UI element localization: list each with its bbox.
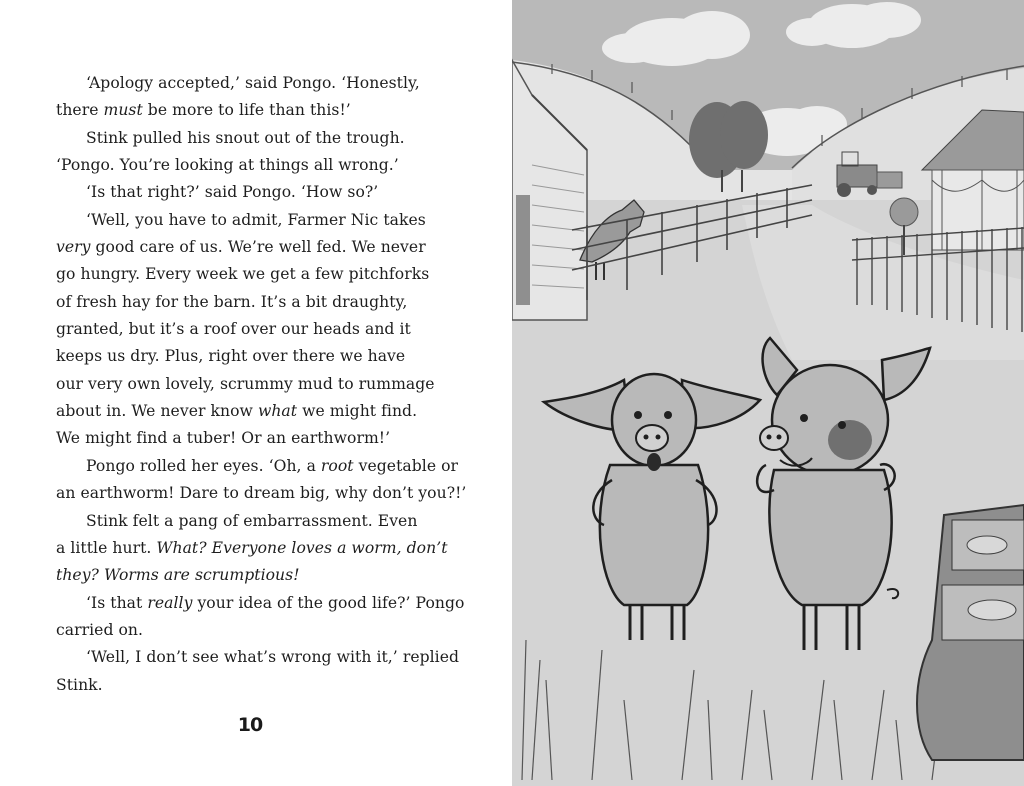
text-segment: Stink pulled his snout out of the trough. <box>86 128 405 147</box>
text-segment: your idea of the good life?’ Pongo <box>192 593 465 612</box>
text-segment: good care of us. We’re well fed. We never <box>90 238 426 257</box>
text-segment: there <box>56 101 104 120</box>
text-segment: Stink. <box>56 675 103 694</box>
text-line <box>56 70 466 97</box>
text-line <box>56 425 466 452</box>
italic-text: really <box>147 593 193 612</box>
text-line <box>56 371 466 398</box>
text-line <box>56 508 466 535</box>
text-segment: ‘Pongo. You’re looking at things all wrong.’ <box>56 156 399 175</box>
text-line <box>56 617 466 644</box>
text-segment: an earthworm! Dare to dream big, why don’t you?!’ <box>56 484 467 503</box>
text-segment: about in. We never know <box>56 402 258 421</box>
text-segment: be more to life than this!’ <box>142 101 351 120</box>
text-segment: Pongo rolled her eyes. ‘Oh, a <box>86 456 321 475</box>
text-line <box>56 343 466 370</box>
text-segment: keeps us dry. Plus, right over there we have <box>56 347 406 366</box>
text-segment: a little hurt. <box>56 538 157 557</box>
text-line <box>56 207 466 234</box>
text-segment: our very own lovely, scrummy mud to rummage <box>56 374 435 393</box>
text-line <box>56 644 466 671</box>
text-line <box>56 453 466 480</box>
italic-text: what <box>257 402 298 421</box>
illustration-page <box>512 0 1024 786</box>
text-segment: carried on. <box>56 620 144 639</box>
text-segment: ‘Is that right?’ said Pongo. ‘How so?’ <box>86 183 379 202</box>
text-segment: granted, but it’s a roof over our heads and it <box>56 320 411 339</box>
text-segment: of fresh hay for the barn. It’s a bit draughty, <box>56 292 408 311</box>
text-segment: Stink felt a pang of embarrassment. Even <box>86 511 418 530</box>
text-line <box>56 590 466 617</box>
text-segment: ‘Well, you have to admit, Farmer Nic takes <box>86 210 426 229</box>
text-line <box>56 562 466 589</box>
farm-illustration <box>512 0 1024 786</box>
italic-text: root <box>320 456 354 475</box>
italic-text: very <box>56 238 91 257</box>
text-segment: vegetable or <box>353 456 459 475</box>
story-text <box>56 70 466 699</box>
text-line <box>56 398 466 425</box>
text-line <box>56 179 466 206</box>
text-line <box>56 289 466 316</box>
text-line <box>56 97 466 124</box>
italic-text: they? Worms are scrumptious! <box>56 566 300 585</box>
text-line <box>56 234 466 261</box>
italic-text: What? Everyone loves a worm, don’t <box>156 538 448 557</box>
text-segment: ‘Is that <box>86 593 148 612</box>
text-line <box>56 672 466 699</box>
page-number: 10 <box>237 714 263 736</box>
text-segment: We might find a tuber! Or an earthworm!’ <box>56 429 391 448</box>
text-line <box>56 316 466 343</box>
text-line <box>56 152 466 179</box>
italic-text: must <box>103 101 143 120</box>
text-line <box>56 125 466 152</box>
small-tree <box>890 198 918 226</box>
text-line <box>56 261 466 288</box>
text-line <box>56 480 466 507</box>
text-segment: ‘Apology accepted,’ said Pongo. ‘Honestly, <box>86 74 420 92</box>
text-segment: ‘Well, I don’t see what’s wrong with it,’ replied <box>86 648 460 667</box>
text-segment: go hungry. Every week we get a few pitchforks <box>56 265 430 284</box>
text-line <box>56 535 466 562</box>
text-segment: we might find. <box>297 402 418 421</box>
